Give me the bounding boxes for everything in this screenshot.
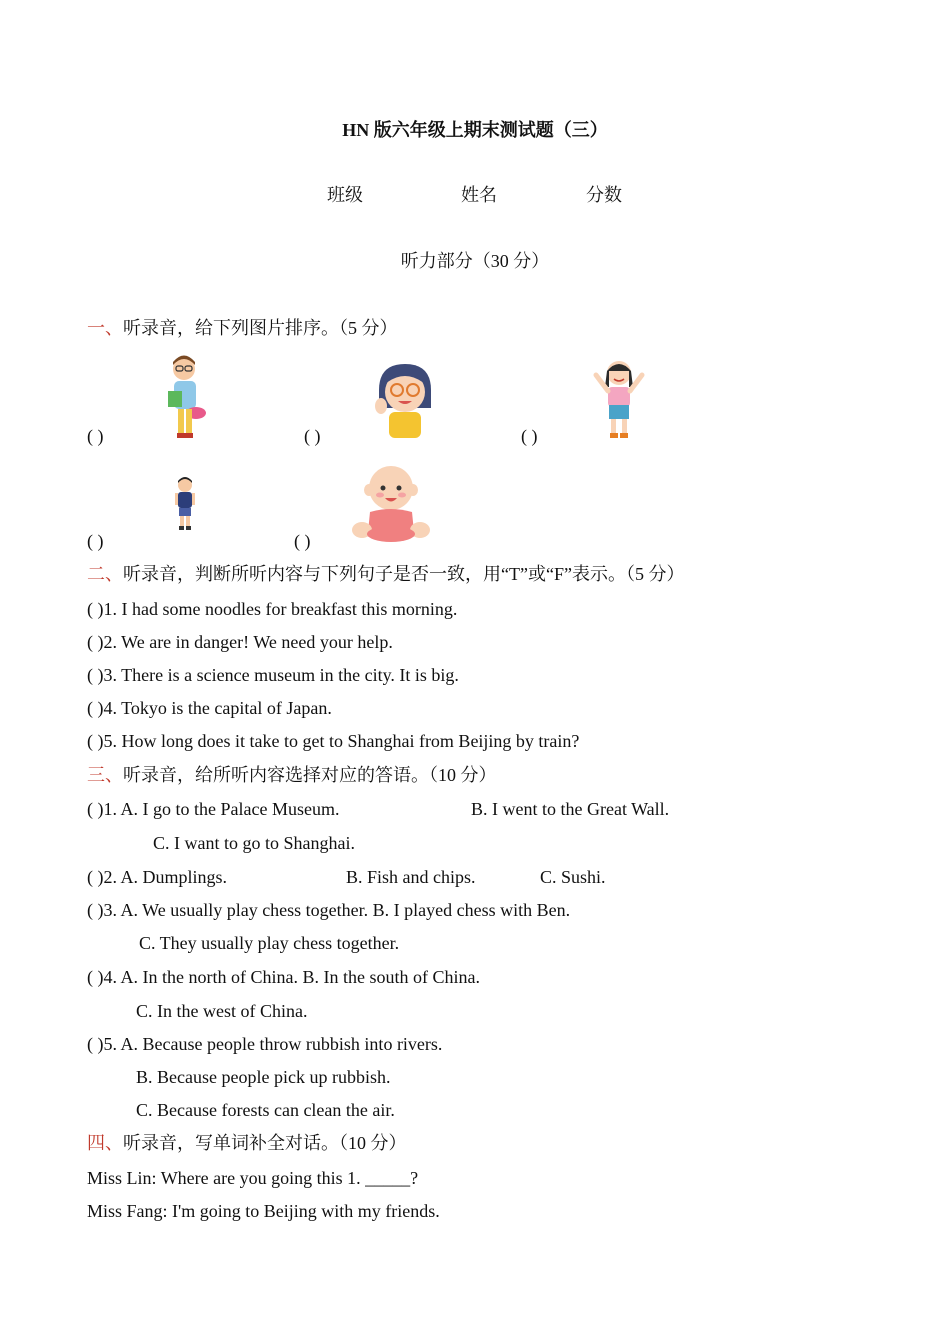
class-label: 班级 bbox=[327, 185, 363, 205]
answer-option: B. Because people pick up rubbish. bbox=[136, 1067, 391, 1087]
answer-blank[interactable]: ( ) bbox=[304, 426, 321, 446]
section-number: 三、 bbox=[87, 765, 123, 785]
boy-with-toys-image bbox=[164, 355, 210, 441]
question-line: ( )5. A. Because people throw rubbish into rivers. bbox=[87, 1034, 443, 1054]
section3-heading bbox=[87, 764, 497, 786]
answer-blank[interactable]: ( ) bbox=[521, 426, 538, 446]
section4-heading bbox=[87, 1132, 407, 1154]
section2-heading bbox=[87, 563, 684, 585]
answer-option: C. Sushi. bbox=[540, 867, 606, 887]
section1-heading bbox=[87, 317, 398, 339]
dialogue-line: Miss Lin: Where are you going this 1. _____? bbox=[87, 1168, 419, 1188]
answer-option: C. In the west of China. bbox=[136, 1001, 308, 1021]
dialogue-line: Miss Fang: I'm going to Beijing with my friends. bbox=[87, 1201, 440, 1221]
question-line: ( )4. A. In the north of China. B. In the south of China. bbox=[87, 967, 480, 987]
answer-blank[interactable]: ( ) bbox=[87, 426, 104, 446]
tf-item: ( )3. There is a science museum in the city. It is big. bbox=[87, 665, 459, 685]
section-number: 一、 bbox=[87, 318, 123, 338]
question-line: ( )1. A. I go to the Palace Museum. bbox=[87, 799, 340, 819]
section-number: 四、 bbox=[87, 1133, 123, 1153]
girl-waving-image bbox=[592, 357, 646, 441]
girl-with-glasses-image bbox=[373, 362, 435, 438]
section-instruction: 听录音，给下列图片排序。（5 分） bbox=[123, 318, 398, 338]
question-line: ( )3. A. We usually play chess together. B. I played chess with Ben. bbox=[87, 900, 571, 920]
baby-image bbox=[352, 462, 430, 544]
tf-item: ( )4. Tokyo is the capital of Japan. bbox=[87, 698, 332, 718]
tf-item: ( )2. We are in danger! We need your help. bbox=[87, 632, 393, 652]
name-label: 姓名 bbox=[461, 185, 497, 205]
section-instruction: 听录音，判断所听内容与下列句子是否一致，用“T”或“F”表示。（5 分） bbox=[123, 564, 685, 584]
answer-option: C. They usually play chess together. bbox=[139, 933, 400, 953]
tf-item: ( )5. How long does it take to get to Shanghai from Beijing by train? bbox=[87, 731, 580, 751]
answer-blank[interactable]: ( ) bbox=[87, 531, 104, 551]
section-instruction: 听录音，给所听内容选择对应的答语。（10 分） bbox=[123, 765, 497, 785]
listening-part-heading: 听力部分（30 分） bbox=[400, 251, 550, 271]
answer-option: B. I went to the Great Wall. bbox=[471, 799, 670, 819]
score-label: 分数 bbox=[586, 185, 622, 205]
section-number: 二、 bbox=[87, 564, 123, 584]
answer-option: C. Because forests can clean the air. bbox=[136, 1100, 395, 1120]
answer-option: B. Fish and chips. bbox=[346, 867, 476, 887]
answer-option: C. I want to go to Shanghai. bbox=[153, 833, 355, 853]
question-line: ( )2. A. Dumplings. bbox=[87, 867, 228, 887]
tf-item: ( )1. I had some noodles for breakfast this morning. bbox=[87, 599, 458, 619]
section-instruction: 听录音，写单词补全对话。（10 分） bbox=[123, 1133, 407, 1153]
answer-blank[interactable]: ( ) bbox=[294, 531, 311, 551]
page-title: HN 版六年级上期末测试题（三） bbox=[342, 120, 608, 140]
small-boy-image bbox=[173, 477, 197, 531]
